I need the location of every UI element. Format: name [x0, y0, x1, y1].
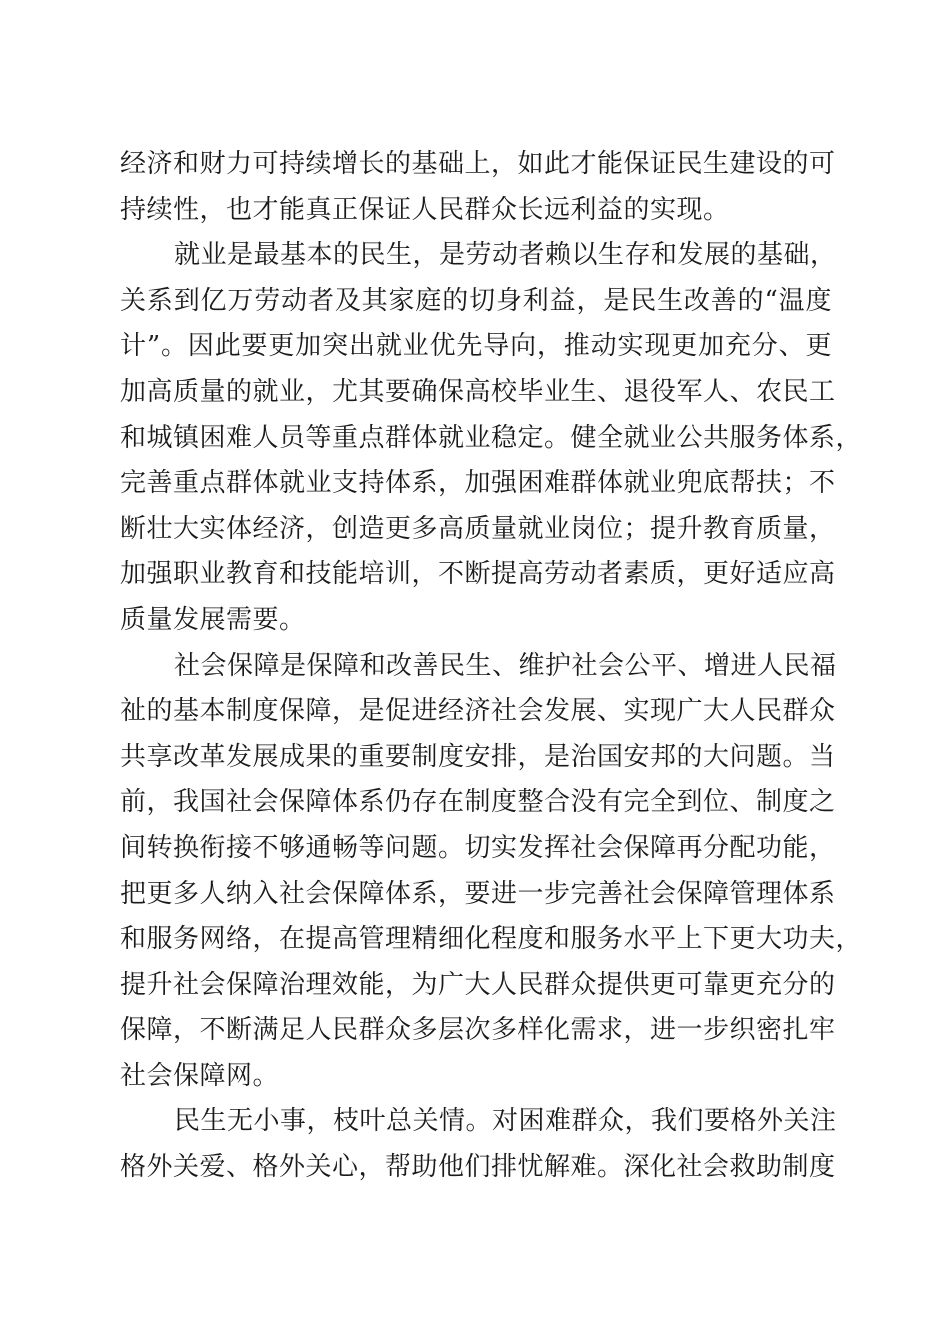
text-line: 提升社会保障治理效能，为广大人民群众提供更可靠更充分的	[120, 969, 836, 1000]
paragraph-2	[120, 233, 863, 643]
text-line: 关系到亿万劳动者及其家庭的切身利益，是民生改善的“温度	[120, 285, 832, 316]
paragraph-1	[120, 142, 836, 233]
text-line: 保障，不断满足人民群众多层次多样化需求，进一步织密扎牢	[120, 1015, 836, 1046]
text-line: 加高质量的就业，尤其要确保高校毕业生、退役军人、农民工	[120, 376, 836, 407]
text-line: 完善重点群体就业支持体系，加强困难群体就业兜底帮扶；不	[120, 468, 836, 499]
paragraph-4	[120, 1099, 837, 1190]
text-line: 祉的基本制度保障，是促进经济社会发展、实现广大人民群众	[120, 696, 836, 727]
text-line: 加强职业教育和技能培训，不断提高劳动者素质，更好适应高	[120, 559, 836, 590]
text-line: 持续性，也才能真正保证人民群众长远利益的实现。	[120, 194, 730, 225]
text-line: 前，我国社会保障体系仍存在制度整合没有完全到位、制度之	[120, 787, 836, 818]
text-line: 格外关爱、格外关心，帮助他们排忧解难。深化社会救助制度	[120, 1152, 836, 1183]
text-line: 经济和财力可持续增长的基础上，如此才能保证民生建设的可	[120, 149, 836, 179]
text-line: 社会保障是保障和改善民生、维护社会公平、增进人民福	[174, 650, 837, 681]
text-line: 断壮大实体经济，创造更多高质量就业岗位；提升教育质量，	[120, 513, 836, 544]
text-line: 和服务网络，在提高管理精细化程度和服务水平上下更大功夫，	[120, 924, 863, 955]
text-line: 就业是最基本的民生，是劳动者赖以生存和发展的基础，	[174, 240, 837, 271]
text-line: 共享改革发展成果的重要制度安排，是治国安邦的大问题。当	[120, 741, 836, 772]
text-line: 计”。因此要更加突出就业优先导向，推动实现更加充分、更	[120, 331, 832, 362]
text-line: 社会保障网。	[120, 1060, 280, 1091]
text-line: 民生无小事，枝叶总关情。对困难群众，我们要格外关注	[174, 1106, 837, 1137]
paragraph-3	[120, 644, 863, 1100]
text-line: 间转换衔接不够通畅等问题。切实发挥社会保障再分配功能，	[120, 832, 836, 863]
text-line: 把更多人纳入社会保障体系，要进一步完善社会保障管理体系	[120, 878, 836, 909]
text-line: 质量发展需要。	[120, 604, 306, 635]
document-body	[120, 142, 863, 1191]
text-line: 和城镇困难人员等重点群体就业稳定。健全就业公共服务体系，	[120, 422, 863, 453]
